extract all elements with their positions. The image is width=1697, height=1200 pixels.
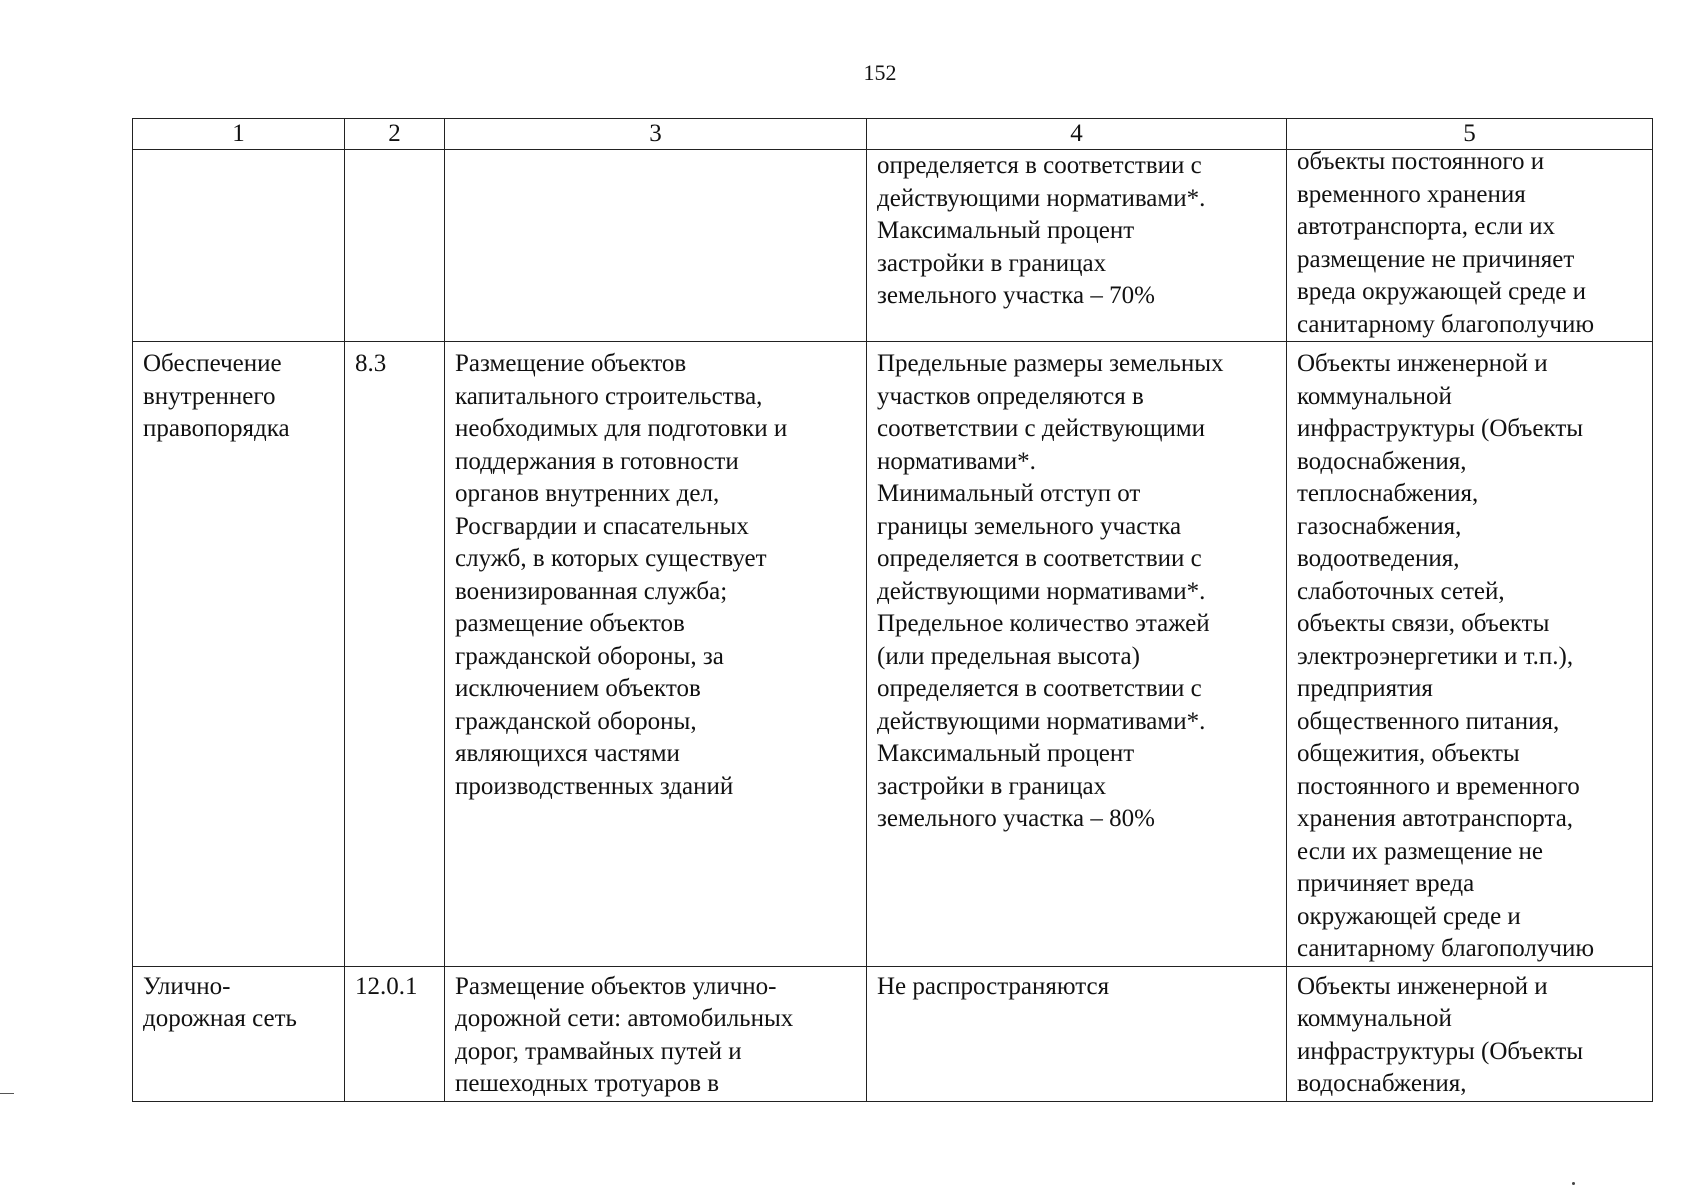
zoning-table <box>132 118 1653 1102</box>
page-number: 152 <box>863 60 897 85</box>
use-description-cell: Размещение объектов капитального строительства, необходимых для подготовки и поддержания в готовности органов внутренних дел, Росгвардии и спасательных служб, в которых существует военизированная служба; размещение объектов гражданской обороны, за исключением объектов гражданской обороны, являющихся частями производственных зданий <box>445 342 867 967</box>
parameters-cell: Не распространяются <box>867 966 1287 1101</box>
scan-margin-mark <box>0 1093 14 1094</box>
use-code-cell <box>345 150 445 342</box>
column-header-3: 3 <box>445 119 867 150</box>
column-header-2: 2 <box>345 119 445 150</box>
column-header-1: 1 <box>133 119 345 150</box>
use-name-cell: Улично- дорожная сеть <box>133 966 345 1101</box>
auxiliary-objects-cell: объекты постоянного и временного хранения автотранспорта, если их размещение не причиняет вреда окружающей среде и санитарному благополучию <box>1287 150 1653 342</box>
column-header-5: 5 <box>1287 119 1653 150</box>
auxiliary-objects-cell: Объекты инженерной и коммунальной инфраструктуры (Объекты водоснабжения, теплоснабжения, газоснабжения, водоотведения, слаботочных сетей, объекты связи, объекты электроэнергетики и т.п.), предприятия общественного питания, общежития, объекты постоянного и временного хранения автотранспорта, если их размещение не причиняет вреда окружающей среде и санитарному благополучию <box>1287 342 1653 967</box>
use-name-cell: Обеспечение внутреннего правопорядка <box>133 342 345 967</box>
use-description-cell: Размещение объектов улично- дорожной сети: автомобильных дорог, трамвайных путей и пешеходных тротуаров в <box>445 966 867 1101</box>
use-name-cell <box>133 150 345 342</box>
use-code-cell: 12.0.1 <box>345 966 445 1101</box>
scan-speck <box>1572 1182 1575 1185</box>
parameters-cell: определяется в соответствии с действующими нормативами*. Максимальный процент застройки в границах земельного участка – 70% <box>867 150 1287 342</box>
column-header-4: 4 <box>867 119 1287 150</box>
header-row <box>133 119 1653 150</box>
auxiliary-objects-cell: Объекты инженерной и коммунальной инфраструктуры (Объекты водоснабжения, <box>1287 966 1653 1101</box>
table-row <box>133 150 1653 342</box>
table-row <box>133 342 1653 967</box>
use-code-cell: 8.3 <box>345 342 445 967</box>
table-row <box>133 966 1653 1101</box>
use-description-cell <box>445 150 867 342</box>
parameters-cell: Предельные размеры земельных участков определяются в соответствии с действующими нормативами*. Минимальный отступ от границы земельного участка определяется в соответствии с действующими нормативами*. Предельное количество этажей (или предельная высота) определяется в соответствии с действующими нормативами*. Максимальный процент застройки в границах земельного участка – 80% <box>867 342 1287 967</box>
